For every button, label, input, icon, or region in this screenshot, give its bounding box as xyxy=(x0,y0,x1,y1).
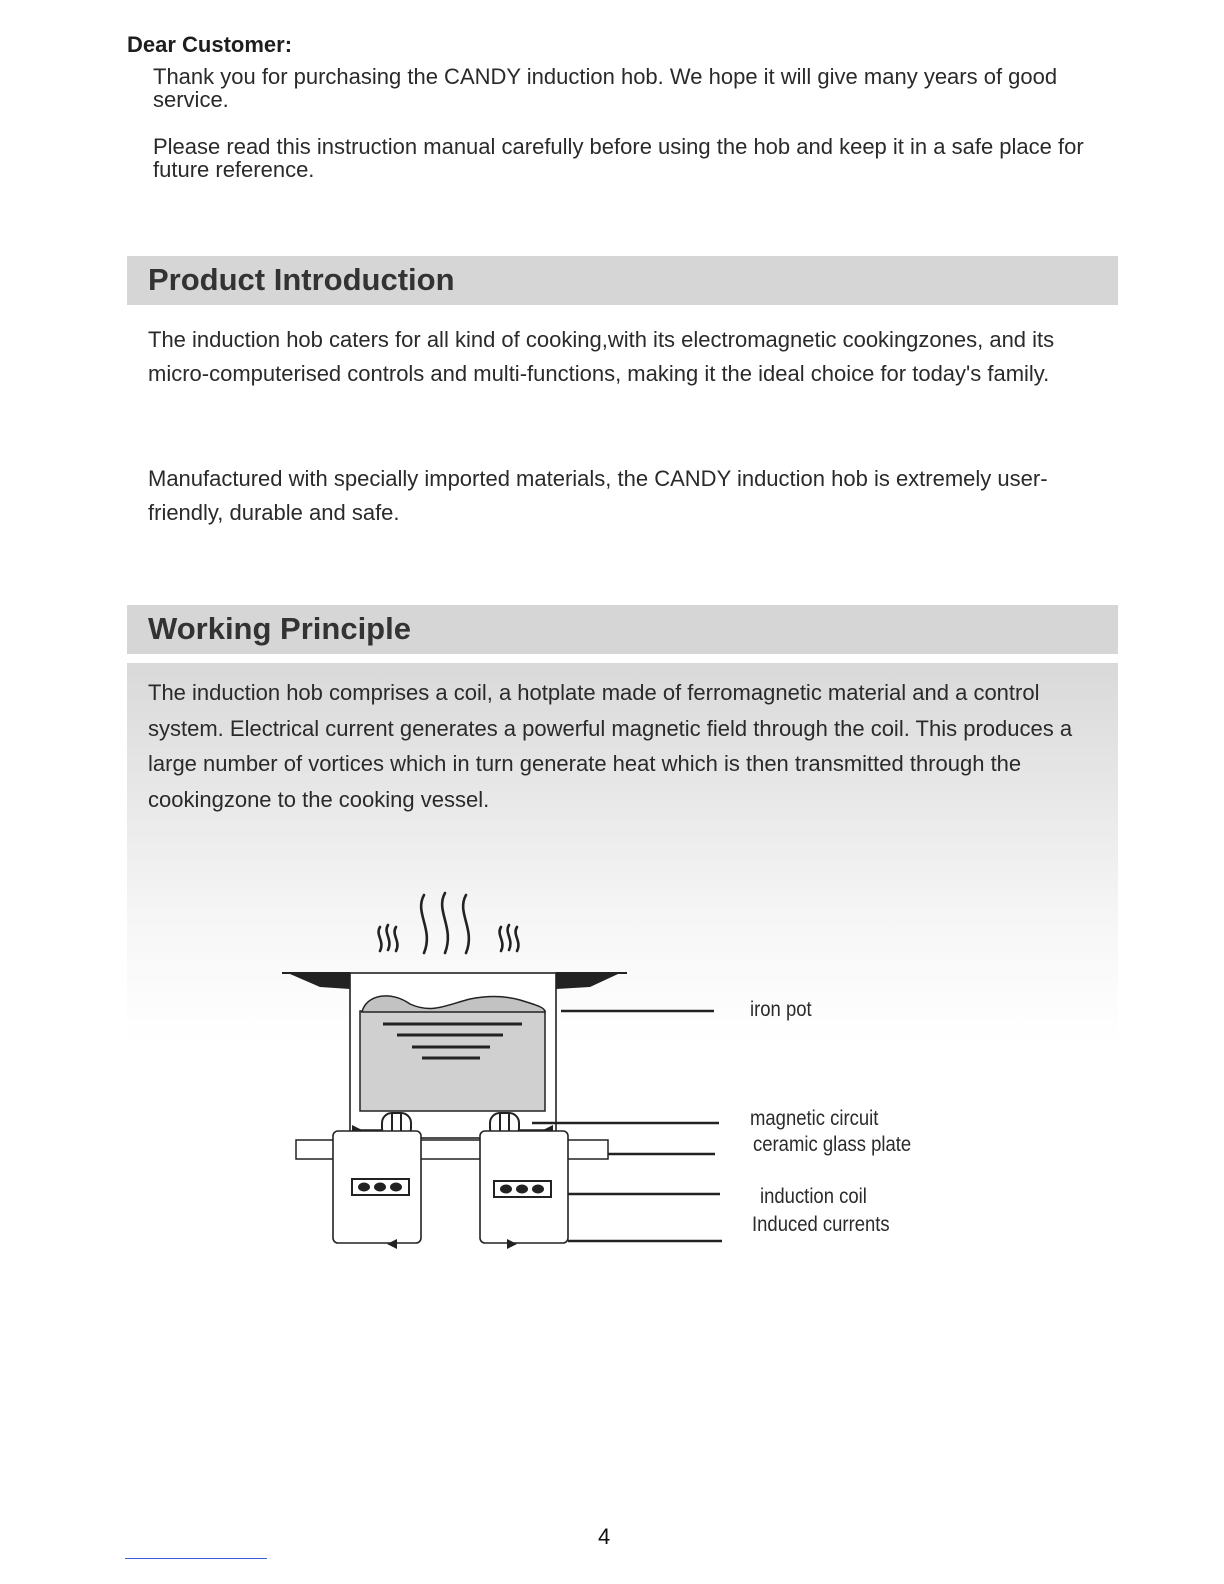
pot-handle-left xyxy=(282,973,350,989)
label-iron-pot: iron pot xyxy=(750,998,812,1021)
coil-turns-right-icon xyxy=(494,1181,551,1197)
product-introduction-paragraph-1: The induction hob caters for all kind of cooking,with its electromagnetic cookingzones, and its micro-computerised controls and multi-functions, making it the ideal choice for today's family. xyxy=(148,327,1055,386)
steam-icon xyxy=(379,893,519,953)
pot-contents xyxy=(360,1011,545,1111)
label-magnetic-circuit: magnetic circuit xyxy=(750,1107,879,1130)
label-induced-currents: Induced currents xyxy=(752,1213,890,1236)
label-ceramic-glass-plate: ceramic glass plate xyxy=(753,1133,912,1156)
pot-handle-right xyxy=(556,973,627,989)
greeting: Dear Customer: xyxy=(127,32,293,57)
page-number: 4 xyxy=(598,1524,611,1549)
product-introduction-title: Product Introduction xyxy=(148,262,455,297)
footer-rule xyxy=(125,1558,267,1559)
working-principle-paragraph: The induction hob comprises a coil, a hotplate made of ferromagnetic material and a control system. Electrical current generates a powerful magnetic field through the coil. This produces a large number of vortices which in turn generate heat which is then transmitted through the cookingzone to the cooking vessel. xyxy=(148,680,1073,812)
intro-paragraph-read-manual: Please read this instruction manual carefully before using the hob and keep it in a safe place for future reference. xyxy=(153,134,1084,182)
product-introduction-paragraph-2: Manufactured with specially imported materials, the CANDY induction hob is extremely user-friendly, durable and safe. xyxy=(148,466,1048,525)
working-principle-title: Working Principle xyxy=(148,611,411,646)
coil-turns-left-icon xyxy=(352,1179,409,1195)
intro-paragraph-thanks: Thank you for purchasing the CANDY induction hob. We hope it will give many years of good service. xyxy=(153,64,1058,112)
label-induction-coil: induction coil xyxy=(760,1185,867,1208)
